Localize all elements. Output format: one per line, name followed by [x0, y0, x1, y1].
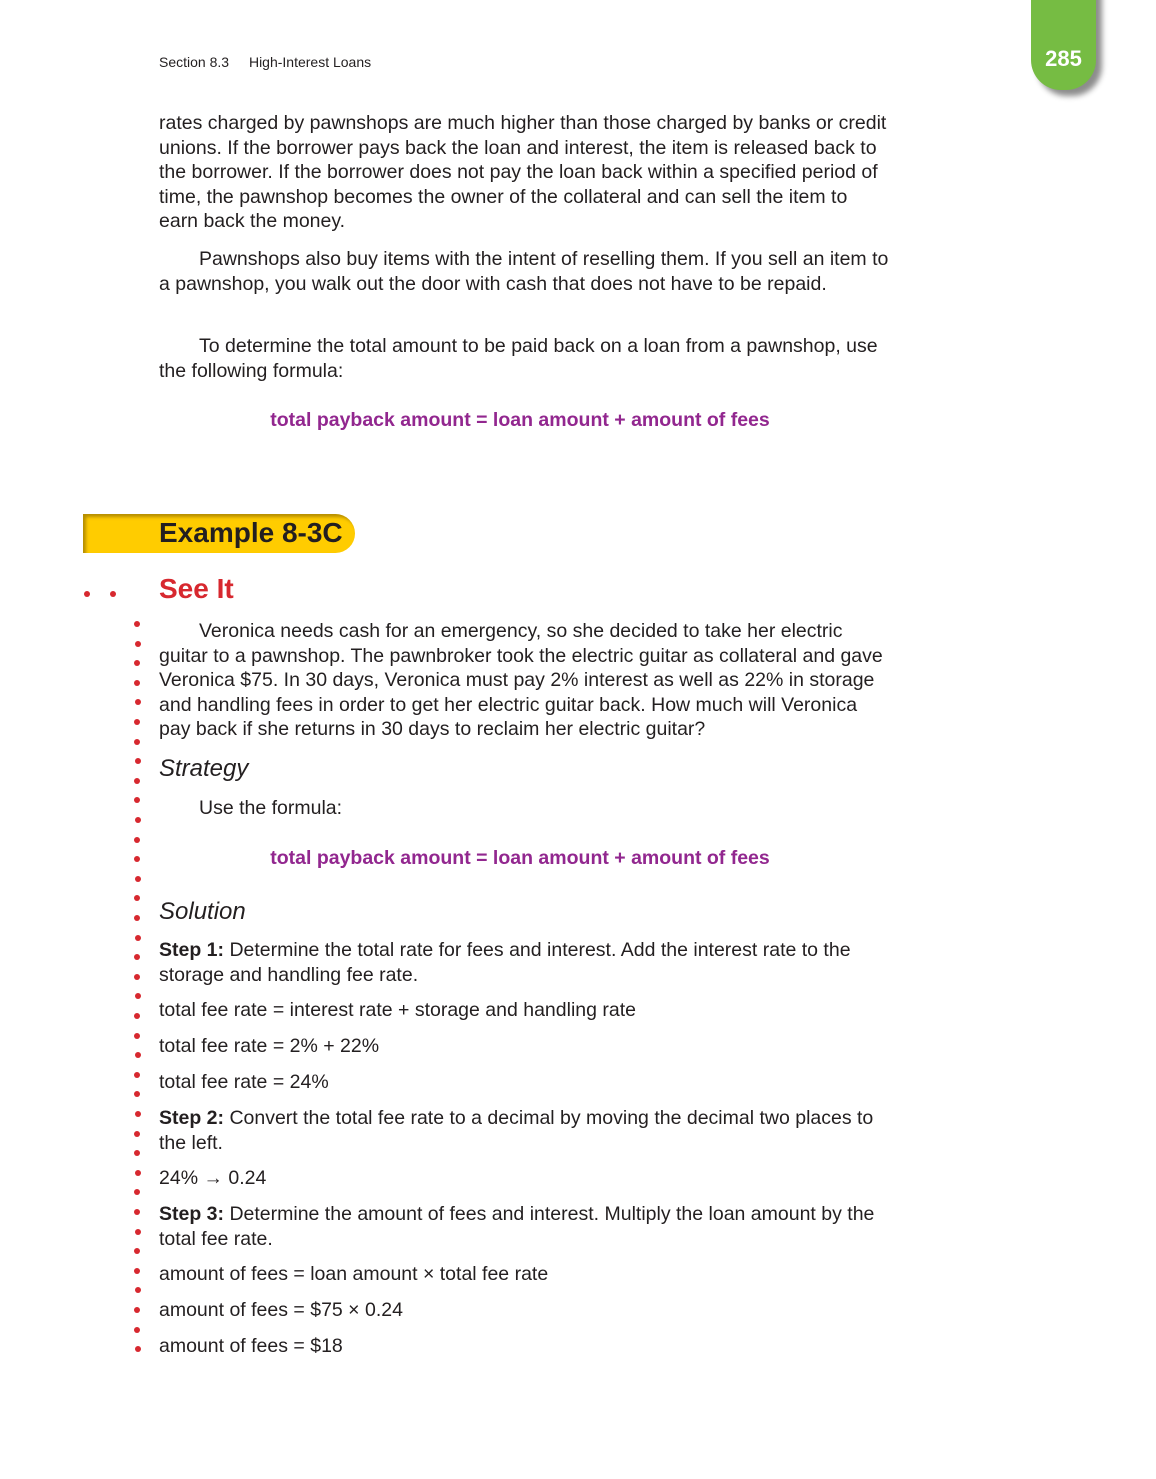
dot-decoration-icon [134, 1091, 140, 1097]
step-3 [159, 1202, 899, 1251]
dot-decoration-icon [135, 1052, 141, 1058]
step-label: Step 1: [159, 939, 225, 961]
intro-paragraph-2 [159, 247, 889, 296]
dot-decoration-icon [135, 641, 141, 647]
work-line: amount of fees = loan amount × total fee rate [159, 1263, 549, 1285]
dot-decoration-icon [135, 1287, 141, 1293]
formula-intro: total payback amount = loan amount + amount of fees [270, 409, 770, 431]
step-1 [159, 938, 899, 987]
dot-decoration-icon [134, 621, 140, 627]
dot-decoration-icon [134, 719, 140, 725]
intro-paragraph-1 [159, 111, 889, 234]
dot-decoration-icon [134, 1013, 140, 1019]
work-line: 24% → 0.24 [159, 1167, 267, 1189]
page-number-tab [1031, 0, 1096, 90]
section-number: Section 8.3 [159, 54, 230, 70]
paragraph: rates charged by pawnshops are much higher than those charged by banks or credit unions. If the borrower pays back the loan and interest, the item is released back to the borrower. If the borrower does not pay the loan back within a specified period of time, the pawnshop becomes the owner of the collateral and can sell the item to earn back the money. [159, 112, 887, 232]
running-head [159, 54, 371, 70]
step-text: Determine the total rate for fees and interest. Add the interest rate to the storage and handling fee rate. [159, 939, 851, 986]
section-title: High-Interest Loans [248, 54, 372, 70]
step-text: Determine the amount of fees and interest. Multiply the loan amount by the total fee rate. [159, 1203, 875, 1250]
work-line: amount of fees = $75 × 0.24 [159, 1299, 403, 1321]
dot-decoration-icon [134, 1209, 140, 1215]
dot-decoration-icon [134, 739, 140, 745]
dot-decoration-icon [135, 1229, 141, 1235]
step-text: Convert the total fee rate to a decimal by moving the decimal two places to the left. [159, 1107, 874, 1154]
paragraph: Veronica needs cash for an emergency, so she decided to take her electric guitar to a pawnshop. The pawnbroker took the electric guitar as collateral and gave Veronica $75. In 30 days, Veronica must pay 2% interest as well as 22% in storage and handling fees in order to get her electric guitar back. How much will Veronica pay back if she returns in 30 days to reclaim her electric guitar? [159, 620, 883, 740]
dot-decoration-icon [135, 935, 141, 941]
paragraph: To determine the total amount to be paid back on a loan from a pawnshop, use the following formula: [159, 335, 878, 382]
dot-decoration-icon [135, 699, 141, 705]
dot-decoration-icon [135, 758, 141, 764]
dot-decoration-icon [134, 1307, 140, 1313]
work-line: amount of fees = $18 [159, 1335, 343, 1357]
work-line: total fee rate = 24% [159, 1071, 329, 1093]
dot-decoration-icon [134, 915, 140, 921]
dot-decoration-icon [134, 1248, 140, 1254]
dot-decoration-icon [134, 1131, 140, 1137]
dot-decoration-icon [134, 778, 140, 784]
dot-decoration-icon [134, 1268, 140, 1274]
strategy-text: Use the formula: [199, 797, 343, 819]
work-line: total fee rate = interest rate + storage and handling rate [159, 999, 636, 1021]
dot-decoration-icon [134, 660, 140, 666]
dot-decoration-icon [134, 1327, 140, 1333]
dot-decoration-icon [134, 974, 140, 980]
dot-decoration-icon [135, 1170, 141, 1176]
dot-decoration-icon [134, 1072, 140, 1078]
dot-decoration-icon [134, 954, 140, 960]
step-2 [159, 1106, 899, 1155]
intro-paragraph-3 [159, 334, 889, 383]
dot-decoration-icon [134, 1150, 140, 1156]
dot-decoration-icon [134, 1033, 140, 1039]
dot-decoration-icon [134, 680, 140, 686]
problem-statement [159, 619, 889, 742]
dot-decoration-icon [135, 1346, 141, 1352]
page-number: 285 [1045, 46, 1082, 71]
see-it-heading: See It [159, 573, 234, 604]
example-title: Example 8-3C [159, 517, 343, 548]
dot-decoration-icon [135, 876, 141, 882]
dot-decoration-icon [134, 895, 140, 901]
work-line: total fee rate = 2% + 22% [159, 1035, 380, 1057]
solution-heading: Solution [159, 898, 246, 925]
strategy-heading: Strategy [159, 755, 249, 782]
dot-decoration-icon [135, 1111, 141, 1117]
dot-decoration-icon [134, 797, 140, 803]
example-header-bar [83, 514, 355, 553]
dot-decoration-icon [135, 993, 141, 999]
paragraph: Pawnshops also buy items with the intent of reselling them. If you sell an item to a pawnshop, you walk out the door with cash that does not have to be repaid. [159, 248, 889, 295]
dot-decoration-icon [134, 837, 140, 843]
step-label: Step 2: [159, 1107, 225, 1129]
formula-strategy: total payback amount = loan amount + amount of fees [270, 847, 770, 869]
dot-decoration-icon [134, 1189, 140, 1195]
dot-decoration-icon [135, 817, 141, 823]
dot-decoration-icon [84, 591, 90, 597]
step-label: Step 3: [159, 1203, 225, 1225]
dot-decoration-icon [110, 591, 116, 597]
